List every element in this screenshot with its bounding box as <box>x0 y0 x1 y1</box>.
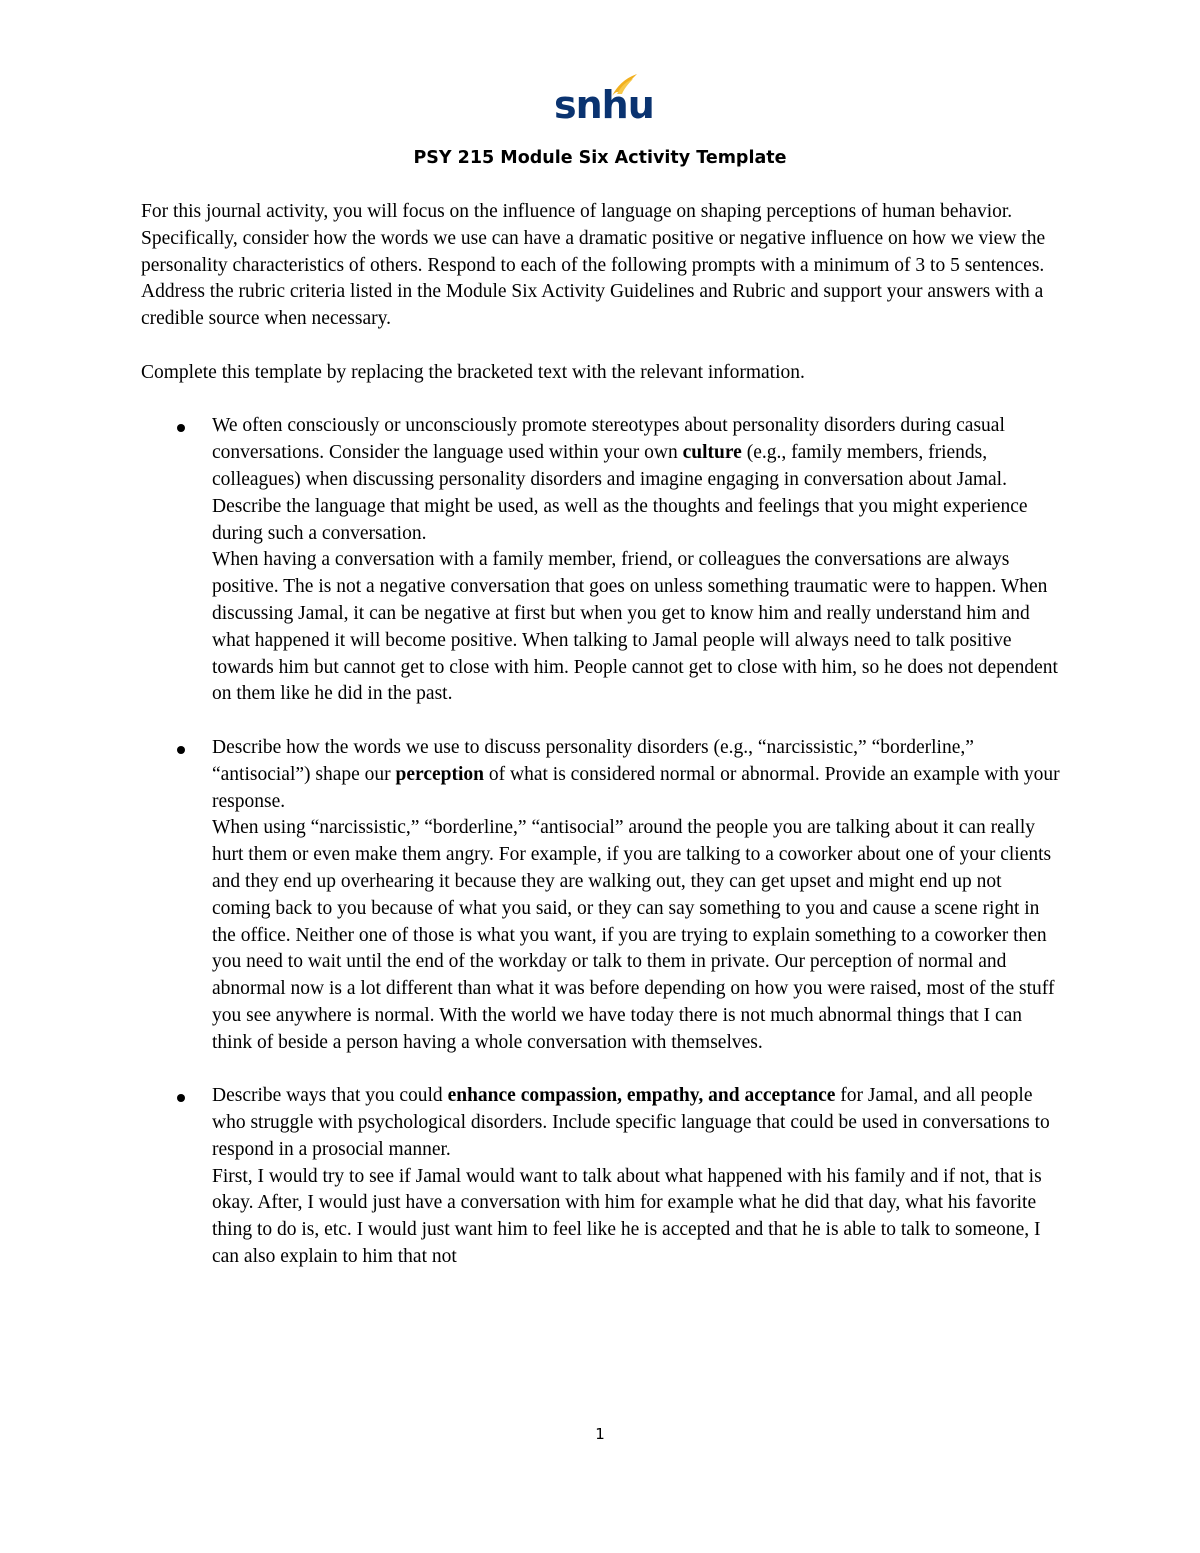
prompt-question: We often consciously or unconsciously promote stereotypes about personality disorders during casual conversations. Consider the language used within your own culture (e.g., family members, friends, colleagues) when discussing personality disorders and imagine engaging in conversation about Jamal. Describe the language that might be used, as well as the thoughts and feelings that you might experience during such a conversation. <box>212 415 1028 544</box>
prompt-list <box>141 413 1061 1271</box>
bullet-icon <box>177 424 185 432</box>
prompt-answer: First, I would try to see if Jamal would want to talk about what happened with his family and if not, that is okay. After, I would just have a conversation with him for example what he did that day, what his favorite thing to do is, etc. I would just want him to feel like he is accepted and that he is able to talk to someone, I can also explain to him that not <box>212 1165 1042 1268</box>
bullet-icon <box>177 1094 185 1102</box>
prompt-item <box>141 413 1061 708</box>
snhu-logo <box>554 72 654 134</box>
prompt-item <box>141 735 1061 1057</box>
prompt-question: Describe ways that you could enhance compassion, empathy, and acceptance for Jamal, and all people who struggle with psychological disorders. Include specific language that could be used in conversations to respond in a prosocial manner. <box>212 1085 1050 1160</box>
logo-text: snhu <box>554 83 654 127</box>
prompt-item <box>141 1083 1061 1271</box>
prompt-answer: When having a conversation with a family member, friend, or colleagues the conversations are always positive. The is not a negative conversation that goes on unless something traumatic were to happen. When discussing Jamal, it can be negative at first but when you get to know him and really understand him and what happened it will become positive. When talking to Jamal people will always need to talk positive towards him but cannot get to close with him. People cannot get to close with him, so he does not dependent on them like he did in the past. <box>212 549 1058 705</box>
page-number: 1 <box>595 1425 605 1443</box>
instruction-paragraph: Complete this template by replacing the bracketed text with the relevant information. <box>141 361 805 383</box>
intro-paragraph: For this journal activity, you will focus on the influence of language on shaping perceptions of human behavior. Specifically, consider how the words we use can have a dramatic positive or negative influence on how we view the personality characteristics of others. Respond to each of the following prompts with a minimum of 3 to 5 sentences. Address the rubric criteria listed in the Module Six Activity Guidelines and Rubric and support your answers with a credible source when necessary. <box>141 201 1046 330</box>
bullet-icon <box>177 746 185 754</box>
document-title: PSY 215 Module Six Activity Template <box>413 148 787 168</box>
prompt-question: Describe how the words we use to discuss personality disorders (e.g., “narcissistic,” “borderline,” “antisocial”) shape our perception of what is considered normal or abnormal. Provide an example with your response. <box>212 736 1060 812</box>
prompt-answer: When using “narcissistic,” “borderline,” “antisocial” around the people you are talking about it can really hurt them or even make them angry. For example, if you are talking to a coworker about one of your clients and they end up overhearing it because they are walking out, they can get upset and might end up not coming back to you because of what you said, or they can say something to you and cause a scene right in the office. Neither one of those is what you want, if you are trying to explain something to a coworker then you need to wait until the end of the workday or talk to them in private. Our perception of normal and abnormal now is a lot different than what it was before depending on how you were raised, most of the stuff you see anywhere is normal. With the world we have today there is not much abnormal things that I can think of beside a person having a whole conversation with themselves. <box>212 817 1055 1053</box>
document-body <box>141 199 1061 1298</box>
